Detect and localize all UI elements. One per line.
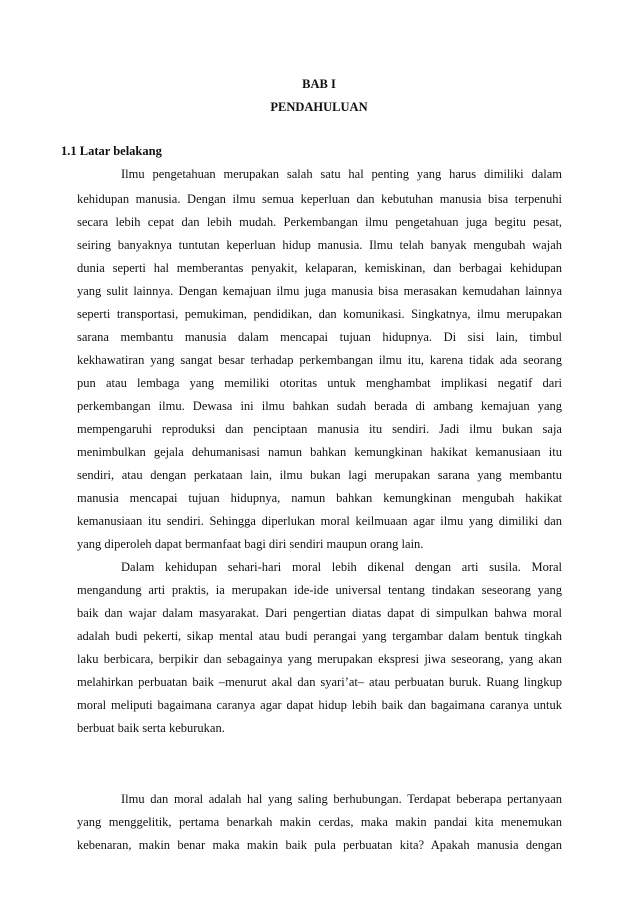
paragraph-line: yang menggelitik, pertama benarkah makin cerdas, maka makin pandai kita menemukan: [77, 815, 562, 829]
paragraph-line: kekhawatiran yang sangat besar terhadap perkembangan ilmu itu, karena tidak ada seorang: [77, 353, 562, 367]
section-heading: 1.1 Latar belakang: [61, 144, 162, 158]
paragraph-line: Ilmu pengetahuan merupakan salah satu hal penting yang harus dimiliki dalam: [121, 167, 562, 181]
paragraph-line: seperti transportasi, pemukiman, pendidikan, dan komunikasi. Singkatnya, ilmu merupakan: [77, 307, 562, 321]
paragraph-line: secara lebih cepat dan lebih mudah. Perkembangan ilmu pengetahuan juga begitu pesat,: [77, 215, 562, 229]
paragraph-line: Dalam kehidupan sehari-hari moral lebih dikenal dengan arti susila. Moral: [121, 560, 562, 574]
paragraph-line: seiring banyaknya tuntutan keperluan hidup manusia. Ilmu telah banyak mengubah wajah: [77, 238, 562, 252]
paragraph-line: yang sulit lainnya. Dengan kemajuan ilmu juga manusia bisa merasakan kemudahan lainnya: [77, 284, 562, 298]
paragraph-line: mengandung arti praktis, ia merupakan ide-ide universal tentang tindakan seseorang yang: [77, 583, 562, 597]
chapter-title: PENDAHULUAN: [270, 100, 368, 114]
paragraph-line: kemanusiaan itu sendiri. Sehingga diperlukan moral keilmuaan agar ilmu yang dimiliki dan: [77, 514, 562, 528]
paragraph-line: baik dan wajar dalam masyarakat. Dari pengertian diatas dapat di simpulkan bahwa moral: [77, 606, 562, 620]
paragraph-line: laku berbicara, berpikir dan sebagainya yang merupakan ekspresi jiwa seseorang, yang akan: [77, 652, 562, 666]
paragraph-line: mempengaruhi reproduksi dan penciptaan manusia itu sendiri. Jadi ilmu bukan saja: [77, 422, 562, 436]
paragraph-line: berbuat baik serta keburukan.: [77, 721, 225, 735]
paragraph-line: menimbulkan gejala dehumanisasi namun bahkan kemungkinan hakikat kemanusiaan itu: [77, 445, 562, 459]
paragraph-line: sarana membantu manusia dalam mencapai tujuan hidupnya. Di sisi lain, timbul: [77, 330, 562, 344]
paragraph-line: sendiri, atau dengan perkataan lain, ilmu bukan lagi merupakan sarana yang membantu: [77, 468, 562, 482]
paragraph-line: pun atau lembaga yang memiliki otoritas untuk menghambat implikasi negatif dari: [77, 376, 562, 390]
chapter-label: BAB I: [302, 77, 336, 91]
paragraph-line: kehidupan manusia. Dengan ilmu semua keperluan dan kebutuhan manusia bisa terpenuhi: [77, 192, 562, 206]
paragraph-line: moral meliputi bagaimana caranya agar dapat hidup lebih baik dan bagaimana caranya untuk: [77, 698, 562, 712]
paragraph-line: yang diperoleh dapat bermanfaat bagi diri sendiri maupun orang lain.: [77, 537, 424, 551]
paragraph-line: melahirkan perbuatan baik –menurut akal dan syari’at– atau perbuatan buruk. Ruang lingkup: [77, 675, 562, 689]
paragraph-line: perkembangan ilmu. Dewasa ini ilmu bahkan sudah berada di ambang kemajuan yang: [77, 399, 562, 413]
paragraph-line: Ilmu dan moral adalah hal yang saling berhubungan. Terdapat beberapa pertanyaan: [121, 792, 562, 806]
paragraph-line: manusia mencapai tujuan hidupnya, namun bahkan kemungkinan mengubah hakikat: [77, 491, 562, 505]
paragraph-line: kebenaran, makin benar maka makin baik pula perbuatan kita? Apakah manusia dengan: [77, 838, 562, 852]
paragraph-line: dunia seperti hal memberantas penyakit, kelaparan, kemiskinan, dan berbagai kehidupan: [77, 261, 562, 275]
paragraph-line: adalah budi pekerti, sikap mental atau budi perangai yang tergambar dalam bentuk tingkah: [77, 629, 562, 643]
